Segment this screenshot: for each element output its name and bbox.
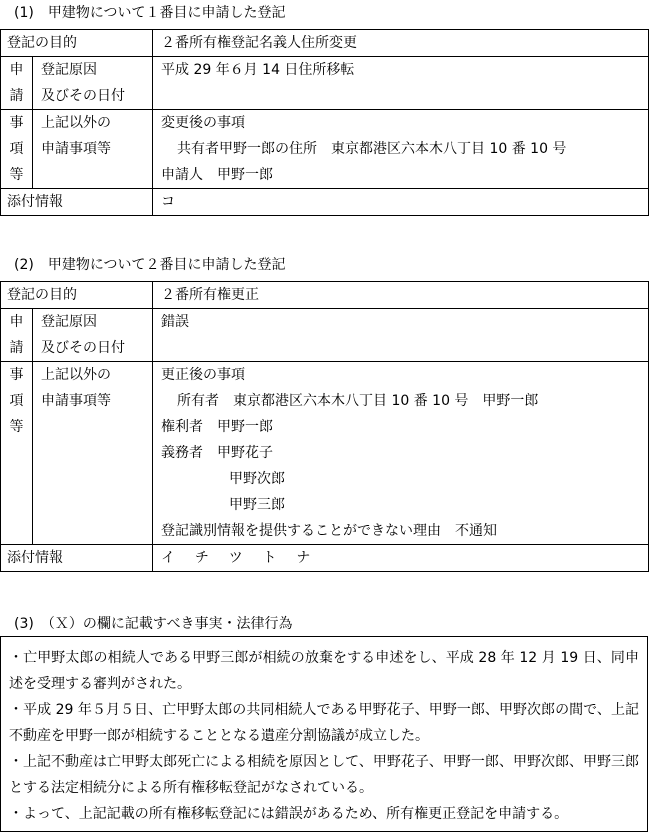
other-label-line: 申請事項等	[41, 141, 111, 157]
cause-label-line: 及びその日付	[41, 88, 125, 104]
attachment-label: 添付情報	[7, 550, 63, 566]
section-1-heading: (1) 甲建物について１番目に申請した登記	[14, 5, 286, 21]
other-line: 登記識別情報を提供することができない理由 不通知	[161, 523, 497, 539]
other-line: 共有者甲野一郎の住所 東京都港区六本木八丁目 10 番 10 号	[177, 141, 567, 157]
purpose-value: ２番所有権更正	[161, 287, 259, 303]
other-row	[1, 362, 649, 545]
side-label-char: 事	[9, 367, 24, 383]
cause-row	[1, 309, 649, 362]
other-label-line: 上記以外の	[41, 115, 111, 131]
other-row	[1, 110, 649, 189]
attachment-row	[1, 189, 649, 216]
cause-label-line: 登記原因	[41, 62, 97, 78]
facts-box	[0, 636, 648, 832]
section-1-table	[0, 29, 649, 216]
cause-label-line: 及びその日付	[41, 340, 125, 356]
other-line: 申請人 甲野一郎	[161, 167, 273, 183]
side-label-char: 申	[9, 314, 24, 330]
side-label-char: 請	[9, 88, 24, 104]
other-label-line: 上記以外の	[41, 367, 111, 383]
cause-value: 錯誤	[161, 314, 189, 330]
cause-row	[1, 57, 649, 110]
section-2-heading: (2) 甲建物について２番目に申請した登記	[14, 257, 286, 273]
cause-label-line: 登記原因	[41, 314, 97, 330]
other-line: 権利者 甲野一郎	[161, 419, 273, 435]
other-line: 変更後の事項	[161, 115, 245, 131]
attachment-value: イ チ ツ ト ナ	[161, 550, 319, 566]
section-2-table	[0, 281, 649, 572]
attachment-label: 添付情報	[7, 194, 63, 210]
fact-paragraph: ・平成 29 年５月５日、亡甲野太郎の共同相続人である甲野花子、甲野一郎、甲野次郎の間で、上記不動産を甲野一郎が相続することとなる遺産分割協議が成立した。	[9, 702, 639, 744]
section-3-heading: (3) （Ｘ）の欄に記載すべき事実・法律行為	[14, 616, 293, 632]
side-label-char: 請	[9, 340, 24, 356]
other-line: 所有者 東京都港区六本木八丁目 10 番 10 号 甲野一郎	[177, 393, 539, 409]
purpose-label: 登記の目的	[7, 35, 77, 51]
side-label-char: 事	[9, 115, 24, 131]
other-line: 義務者 甲野花子	[161, 445, 273, 461]
side-label-char: 項	[9, 393, 24, 409]
other-line: 甲野三郎	[229, 497, 285, 513]
side-label-char: 等	[9, 167, 24, 183]
other-line: 甲野次郎	[229, 471, 285, 487]
fact-paragraph: ・上記不動産は亡甲野太郎死亡による相続を原因として、甲野花子、甲野一郎、甲野次郎、甲野三郎とする法定相続分による所有権移転登記がなされている。	[9, 754, 639, 796]
attachment-value: コ	[161, 194, 175, 210]
cause-value: 平成 29 年６月 14 日住所移転	[161, 62, 355, 78]
fact-paragraph: ・亡甲野太郎の相続人である甲野三郎が相続の放棄をする申述をし、平成 28 年 12 月 19 日、同申述を受理する審判がされた。	[9, 650, 639, 692]
attachment-row	[1, 545, 649, 572]
purpose-row	[1, 30, 649, 57]
fact-paragraph: ・よって、上記記載の所有権移転登記には錯誤があるため、所有権更正登記を申請する。	[9, 806, 569, 822]
other-line: 更正後の事項	[161, 367, 245, 383]
side-label-char: 等	[9, 419, 24, 435]
purpose-row	[1, 282, 649, 309]
purpose-label: 登記の目的	[7, 287, 77, 303]
purpose-value: ２番所有権登記名義人住所変更	[161, 35, 357, 51]
side-label-char: 項	[9, 141, 24, 157]
other-label-line: 申請事項等	[41, 393, 111, 409]
side-label-char: 申	[9, 62, 24, 78]
